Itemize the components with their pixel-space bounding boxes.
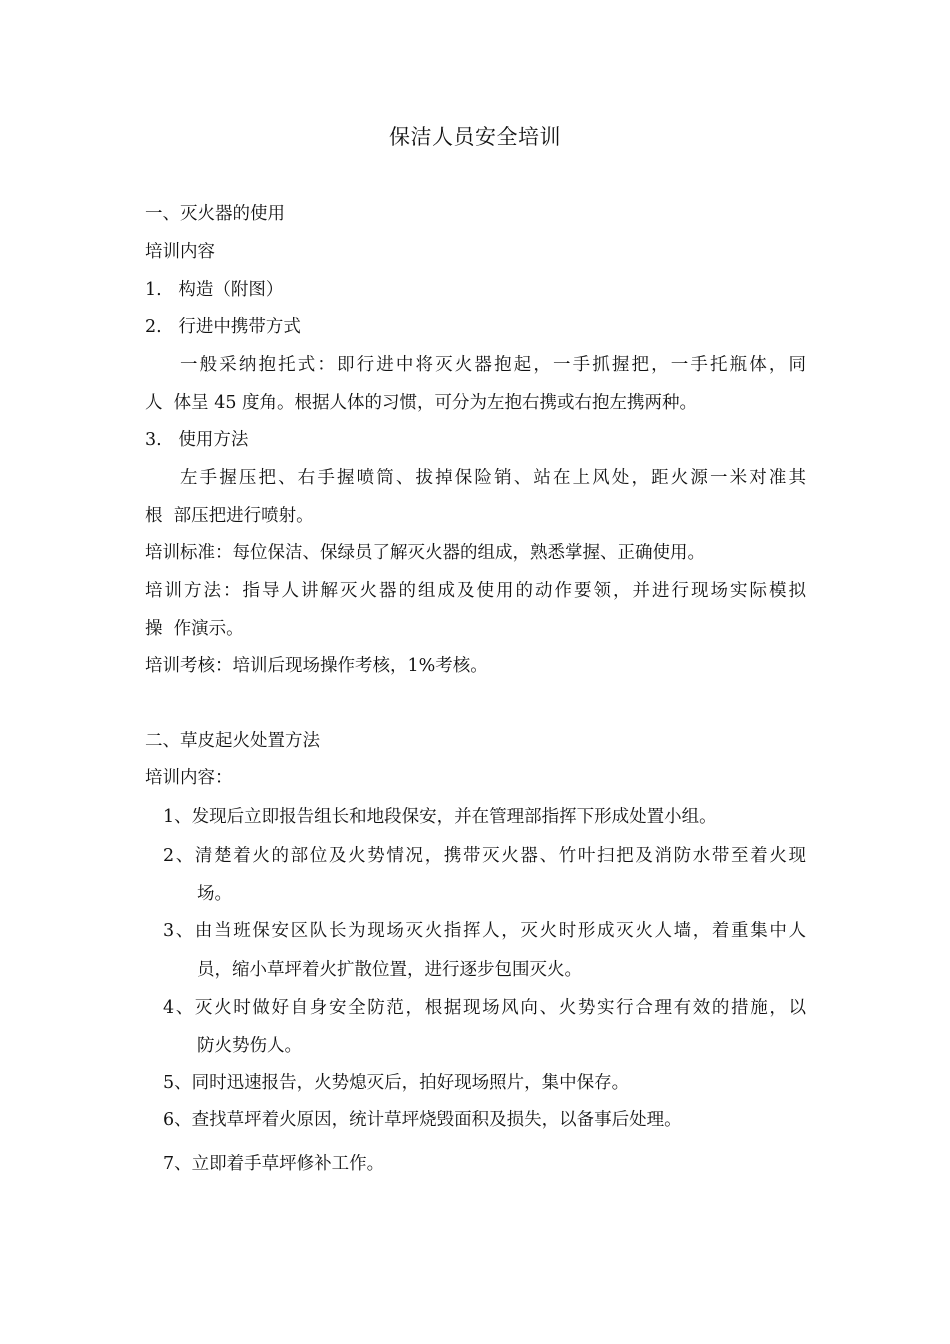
section2-item-4: 4、灭火时做好自身安全防范，根据现场风向、火势实行合理有效的措施，以: [163, 998, 806, 1018]
section2-item-4-cont: 防火势伤人。: [197, 1036, 302, 1056]
section1-method-line1: 培训方法：指导人讲解灭火器的组成及使用的动作要领，并进行现场实际模拟: [145, 581, 806, 601]
section1-item2-body-line1: 一般采纳抱托式：即行进中将灭火器抱起，一手抓握把，一手托瓶体，同: [180, 355, 806, 375]
section1-item3-body-line1: 左手握压把、右手握喷筒、拔掉保险销、站在上风处，距火源一米对准其: [180, 468, 806, 488]
section1-content-label: 培训内容: [145, 242, 215, 262]
section2-heading: 二、草皮起火处置方法: [145, 731, 320, 751]
section2-item-1: 1、发现后立即报告组长和地段保安，并在管理部指挥下形成处置小组。: [163, 807, 717, 827]
section1-standard: 培训标准：每位保洁、保绿员了解灭火器的组成，熟悉掌握、正确使用。: [145, 543, 705, 563]
section2-content-label: 培训内容：: [145, 768, 233, 788]
section1-item2: 2. 行进中携带方式: [145, 317, 301, 337]
section1-assessment: 培训考核：培训后现场操作考核，1%考核。: [145, 656, 488, 676]
section1-heading: 一、灭火器的使用: [145, 204, 285, 224]
section1-item3: 3. 使用方法: [145, 430, 249, 450]
section2-item-3: 3、由当班保安区队长为现场灭火指挥人，灭火时形成灭火人墙，着重集中人: [163, 921, 806, 941]
section1-item1: 1. 构造（附图）: [145, 280, 284, 300]
section2-item-3-cont: 员，缩小草坪着火扩散位置，进行逐步包围灭火。: [197, 960, 582, 980]
section2-item-7: 7、立即着手草坪修补工作。: [163, 1154, 385, 1174]
section1-method-line2: 操 作演示。: [145, 619, 244, 639]
section2-item-5: 5、同时迅速报告，火势熄灭后，拍好现场照片，集中保存。: [163, 1073, 630, 1093]
section1-item2-body-line2: 人 体呈 45 度角。根据人体的习惯，可分为左抱右携或右抱左携两种。: [145, 393, 698, 413]
section1-item3-body-line2: 根 部压把进行喷射。: [145, 506, 314, 526]
section2-item-2-cont: 场。: [197, 884, 232, 904]
section2-item-6: 6、查找草坪着火原因，统计草坪烧毁面积及损失，以备事后处理。: [163, 1110, 682, 1130]
document-title: 保洁人员安全培训: [389, 125, 561, 149]
section2-item-2: 2、清楚着火的部位及火势情况，携带灭火器、竹叶扫把及消防水带至着火现: [163, 846, 806, 866]
